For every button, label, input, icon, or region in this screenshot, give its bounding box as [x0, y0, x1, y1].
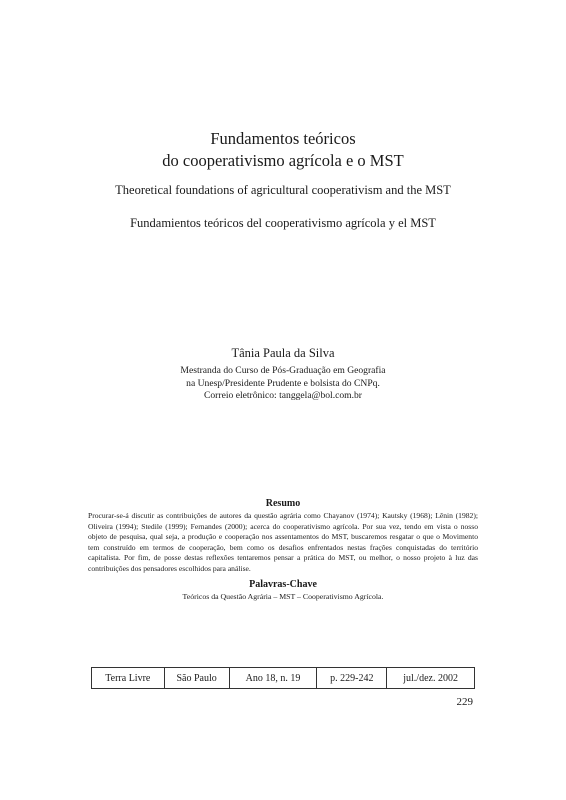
title-spanish: Fundamientos teóricos del cooperativismo agrícola y el MST — [130, 216, 436, 230]
abstract-heading: Resumo — [265, 498, 301, 509]
citation-journal: Terra Livre — [92, 668, 165, 689]
page-number: 229 — [456, 696, 473, 708]
keywords-text: Teóricos da Questão Agrária – MST – Cooperativismo Agrícola. — [182, 592, 384, 601]
citation-city: São Paulo — [164, 668, 229, 689]
title-portuguese — [0, 128, 566, 172]
author-name: Tânia Paula da Silva — [231, 346, 335, 360]
citation-date: jul./dez. 2002 — [387, 668, 475, 689]
title-pt-line1: Fundamentos teóricos — [210, 129, 356, 148]
citation-table — [91, 667, 475, 689]
citation-row — [92, 668, 475, 689]
abstract-text: Procurar-se-á discutir as contribuições de autores da questão agrária como Chayanov (1974); Kautsky (1968); Lênin (1982); Oliveira (1994); Stedile (1999); Fernandes (2000); acerca do cooperativismo agrícola. Por sua vez, tendo em vista o nosso objeto de pesquisa, qual seja, a produção e cooperação nos assentamentos do MST, buscaremos resgatar o que o Movimento tem construído em termos de cooperação, bem como os desafios enfrentados nestas frações conquistadas do território capitalista. Por fim, de posse destas reflexões tentaremos pensar a prática do MST, ou melhor, o nosso projeto à luz das contribuições dos pensadores escolhidos para análise. — [88, 511, 478, 573]
abstract-section — [88, 498, 478, 601]
author-email: Correio eletrônico: tanggela@bol.com.br — [203, 390, 363, 401]
citation-pages: p. 229-242 — [317, 668, 387, 689]
author-affiliation-2: na Unesp/Presidente Prudente e bolsista do CNPq. — [186, 377, 380, 389]
keywords-heading: Palavras-Chave — [249, 579, 317, 590]
title-pt-line2: do cooperativismo agrícola e o MST — [162, 151, 404, 170]
citation-volume: Ano 18, n. 19 — [229, 668, 317, 689]
title-english: Theoretical foundations of agricultural cooperativism and the MST — [115, 183, 451, 197]
author-block — [0, 346, 566, 403]
author-affiliation-1: Mestranda do Curso de Pós-Graduação em Geografia — [180, 365, 386, 376]
